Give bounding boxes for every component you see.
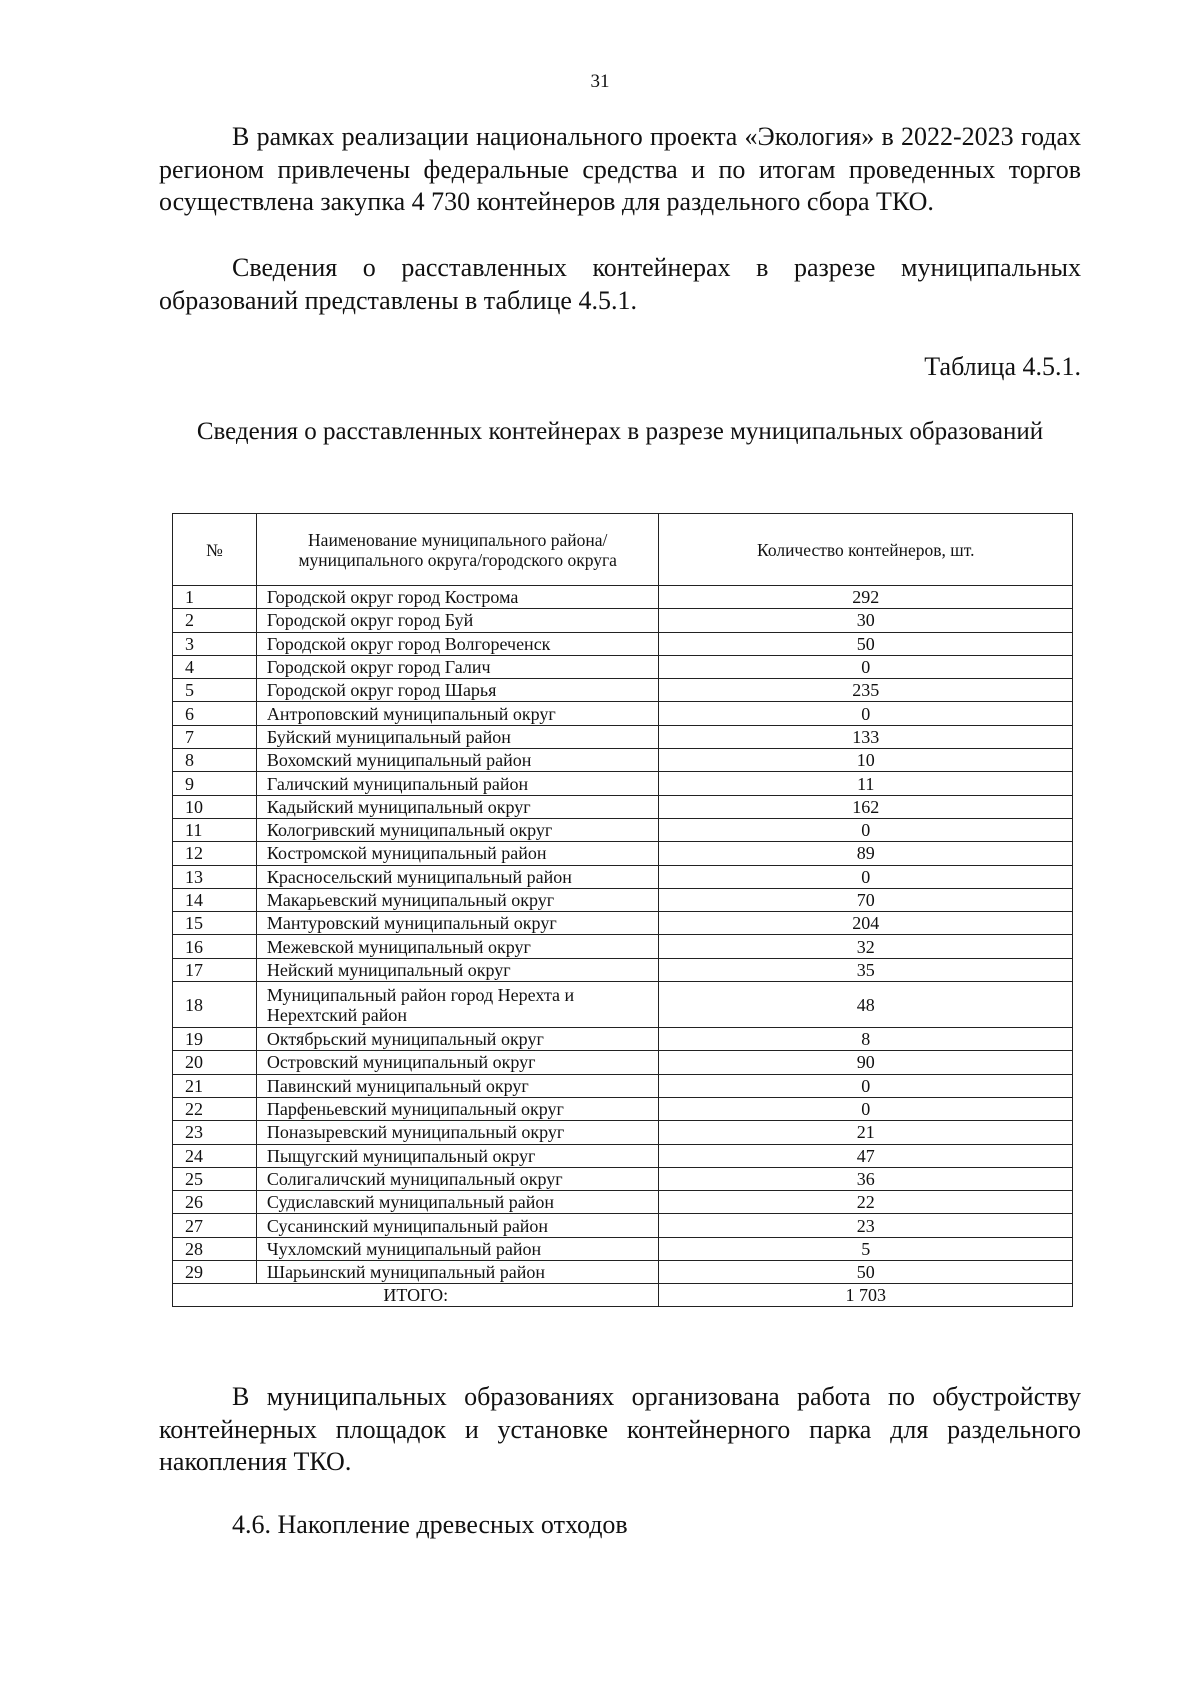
row-municipality: Антроповский муниципальный округ <box>256 702 659 725</box>
row-number: 6 <box>173 702 257 725</box>
table-row <box>173 1144 1073 1167</box>
row-municipality: Мантуровский муниципальный округ <box>256 912 659 935</box>
row-count: 90 <box>659 1051 1073 1074</box>
row-count: 292 <box>659 586 1073 609</box>
row-municipality: Шарьинский муниципальный район <box>256 1261 659 1284</box>
row-count: 0 <box>659 1097 1073 1120</box>
row-municipality: Кологривский муниципальный округ <box>256 818 659 841</box>
table-row <box>173 772 1073 795</box>
row-count: 8 <box>659 1028 1073 1051</box>
row-count: 133 <box>659 725 1073 748</box>
table-row <box>173 1261 1073 1284</box>
row-municipality: Буйский муниципальный район <box>256 725 659 748</box>
row-number: 29 <box>173 1261 257 1284</box>
row-count: 30 <box>659 609 1073 632</box>
row-municipality: Муниципальный район город Нерехта и Нерехтский район <box>256 982 659 1028</box>
row-number: 24 <box>173 1144 257 1167</box>
row-municipality: Солигаличский муниципальный округ <box>256 1167 659 1190</box>
row-count: 50 <box>659 632 1073 655</box>
table-row <box>173 702 1073 725</box>
row-municipality: Октябрьский муниципальный округ <box>256 1028 659 1051</box>
row-number: 21 <box>173 1074 257 1097</box>
table-row <box>173 888 1073 911</box>
row-number: 14 <box>173 888 257 911</box>
row-municipality: Костромской муниципальный район <box>256 842 659 865</box>
row-number: 28 <box>173 1237 257 1260</box>
row-count: 11 <box>659 772 1073 795</box>
closing-paragraph <box>159 1381 1081 1479</box>
row-number: 12 <box>173 842 257 865</box>
row-count: 162 <box>659 795 1073 818</box>
row-number: 19 <box>173 1028 257 1051</box>
row-number: 11 <box>173 818 257 841</box>
row-number: 5 <box>173 679 257 702</box>
table-row <box>173 655 1073 678</box>
row-count: 36 <box>659 1167 1073 1190</box>
row-count: 0 <box>659 655 1073 678</box>
table-body <box>173 586 1073 1284</box>
row-number: 22 <box>173 1097 257 1120</box>
table-reference-text: Сведения о расставленных контейнерах в разрезе муниципальных образований представлены в таблице 4.5.1. <box>159 253 1081 315</box>
row-municipality: Межевской муниципальный округ <box>256 935 659 958</box>
table-row <box>173 818 1073 841</box>
row-count: 5 <box>659 1237 1073 1260</box>
table-title: Сведения о расставленных контейнерах в разрезе муниципальных образований <box>196 418 1044 445</box>
row-municipality: Макарьевский муниципальный округ <box>256 888 659 911</box>
table-row <box>173 725 1073 748</box>
row-municipality: Городской округ город Шарья <box>256 679 659 702</box>
row-number: 2 <box>173 609 257 632</box>
table-row <box>173 679 1073 702</box>
row-number: 10 <box>173 795 257 818</box>
row-count: 0 <box>659 1074 1073 1097</box>
row-municipality: Поназыревский муниципальный округ <box>256 1121 659 1144</box>
row-count: 32 <box>659 935 1073 958</box>
row-count: 70 <box>659 888 1073 911</box>
row-municipality: Красносельский муниципальный район <box>256 865 659 888</box>
row-municipality: Парфеньевский муниципальный округ <box>256 1097 659 1120</box>
row-number: 13 <box>173 865 257 888</box>
table-row <box>173 749 1073 772</box>
table-row <box>173 1074 1073 1097</box>
table-row <box>173 865 1073 888</box>
row-number: 1 <box>173 586 257 609</box>
row-number: 26 <box>173 1191 257 1214</box>
row-municipality: Вохомский муниципальный район <box>256 749 659 772</box>
table-row <box>173 1121 1073 1144</box>
row-count: 10 <box>659 749 1073 772</box>
table-row <box>173 586 1073 609</box>
row-number: 17 <box>173 958 257 981</box>
row-count: 23 <box>659 1214 1073 1237</box>
row-number: 16 <box>173 935 257 958</box>
row-municipality: Городской округ город Галич <box>256 655 659 678</box>
row-number: 9 <box>173 772 257 795</box>
intro-paragraph <box>159 121 1081 219</box>
table-row <box>173 842 1073 865</box>
section-heading: 4.6. Накопление древесных отходов <box>232 1510 628 1539</box>
table-row <box>173 1237 1073 1260</box>
row-count: 50 <box>659 1261 1073 1284</box>
row-number: 27 <box>173 1214 257 1237</box>
row-count: 235 <box>659 679 1073 702</box>
table-row <box>173 958 1073 981</box>
table-label: Таблица 4.5.1. <box>924 352 1081 381</box>
row-municipality: Кадыйский муниципальный округ <box>256 795 659 818</box>
row-municipality: Островский муниципальный округ <box>256 1051 659 1074</box>
row-count: 204 <box>659 912 1073 935</box>
intro-paragraph-text: В рамках реализации национального проекта «Экология» в 2022-2023 годах регионом привлечены федеральные средства и по итогам проведенных торгов осуществлена закупка 4 730 контейнеров для раздельного сбора ТКО. <box>159 122 1081 216</box>
table-row <box>173 935 1073 958</box>
table-row <box>173 609 1073 632</box>
row-number: 7 <box>173 725 257 748</box>
row-municipality: Судиславский муниципальный район <box>256 1191 659 1214</box>
total-value: 1 703 <box>659 1284 1073 1307</box>
total-label: ИТОГО: <box>173 1284 659 1307</box>
row-municipality: Городской округ город Волгореченск <box>256 632 659 655</box>
table-row <box>173 1097 1073 1120</box>
table-row <box>173 632 1073 655</box>
row-number: 25 <box>173 1167 257 1190</box>
row-count: 0 <box>659 818 1073 841</box>
row-number: 15 <box>173 912 257 935</box>
header-number: № <box>173 514 257 586</box>
table-row <box>173 795 1073 818</box>
row-municipality: Сусанинский муниципальный район <box>256 1214 659 1237</box>
row-count: 48 <box>659 982 1073 1028</box>
row-number: 23 <box>173 1121 257 1144</box>
row-municipality: Городской округ город Буй <box>256 609 659 632</box>
row-count: 0 <box>659 702 1073 725</box>
row-municipality: Пыщугский муниципальный округ <box>256 1144 659 1167</box>
row-count: 89 <box>659 842 1073 865</box>
row-number: 20 <box>173 1051 257 1074</box>
table-row <box>173 982 1073 1028</box>
row-count: 21 <box>659 1121 1073 1144</box>
table-row <box>173 1167 1073 1190</box>
table-row <box>173 1214 1073 1237</box>
row-count: 22 <box>659 1191 1073 1214</box>
total-row <box>173 1284 1073 1307</box>
row-municipality: Галичский муниципальный район <box>256 772 659 795</box>
row-count: 0 <box>659 865 1073 888</box>
containers-table <box>172 513 1073 1307</box>
row-count: 47 <box>659 1144 1073 1167</box>
row-municipality: Городской округ город Кострома <box>256 586 659 609</box>
row-municipality: Нейский муниципальный округ <box>256 958 659 981</box>
table-header-row <box>173 514 1073 586</box>
row-number: 3 <box>173 632 257 655</box>
header-municipality: Наименование муниципального района/муниципального округа/городского округа <box>256 514 659 586</box>
table-row <box>173 912 1073 935</box>
table-row <box>173 1028 1073 1051</box>
row-number: 18 <box>173 982 257 1028</box>
row-municipality: Павинский муниципальный округ <box>256 1074 659 1097</box>
table-reference-paragraph <box>159 252 1081 317</box>
page-number: 31 <box>590 71 610 92</box>
table-row <box>173 1191 1073 1214</box>
row-number: 8 <box>173 749 257 772</box>
closing-paragraph-text: В муниципальных образованиях организована работа по обустройству контейнерных площадок и установке контейнерного парка для раздельного накопления ТКО. <box>159 1382 1081 1476</box>
row-municipality: Чухломский муниципальный район <box>256 1237 659 1260</box>
header-count: Количество контейнеров, шт. <box>659 514 1073 586</box>
row-number: 4 <box>173 655 257 678</box>
row-count: 35 <box>659 958 1073 981</box>
table-row <box>173 1051 1073 1074</box>
